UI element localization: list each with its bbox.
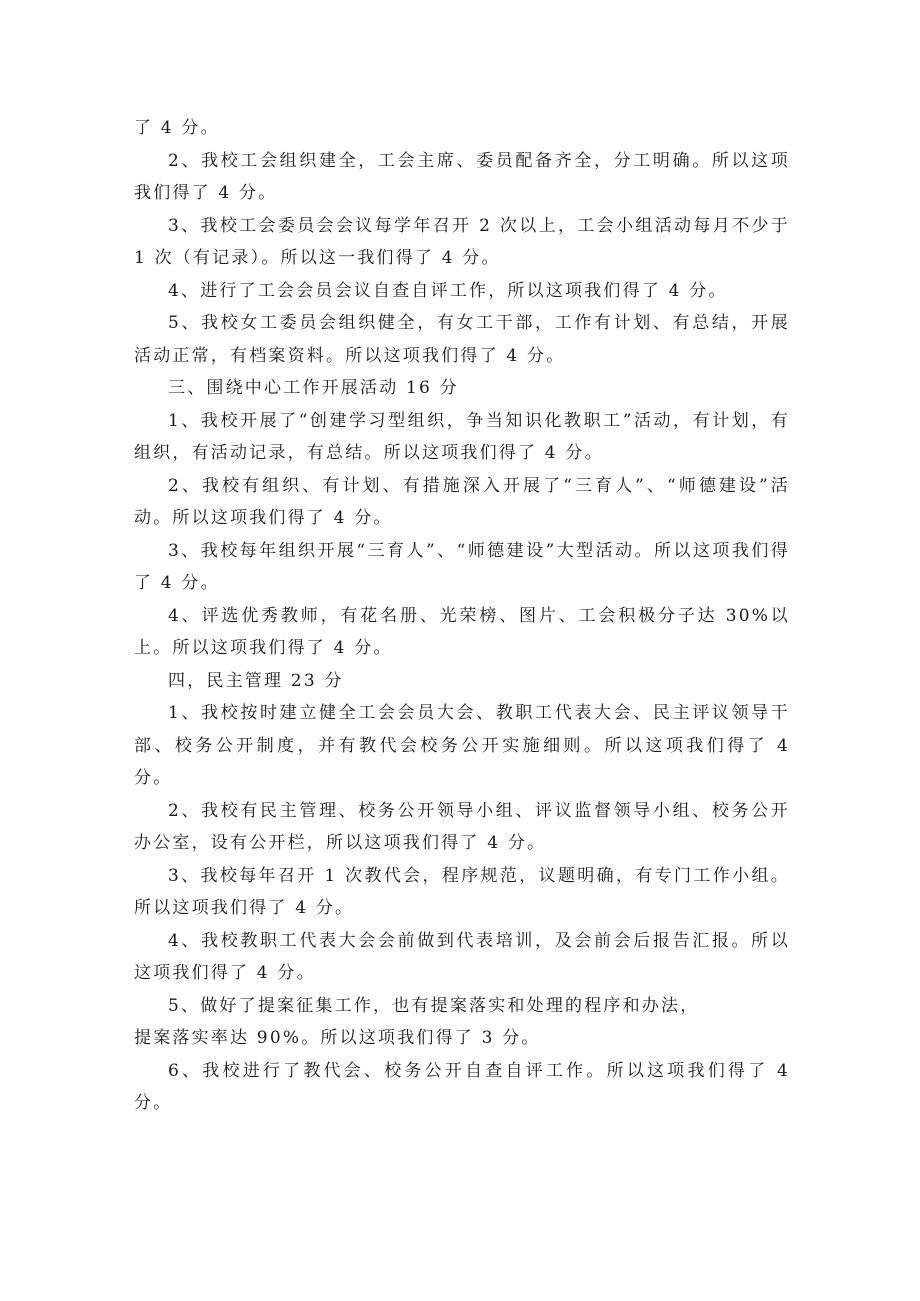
paragraph: 6、我校进行了教代会、校务公开自查自评工作。所以这项我们得了 4 分。 — [134, 1060, 790, 1113]
paragraph: 2、我校有组织、有计划、有措施深入开展了“三育人”、“师德建设”活动。所以这项我们得了 4 分。 — [134, 475, 790, 528]
paragraph: 4、进行了工会会员会议自查自评工作，所以这项我们得了 4 分。 — [168, 280, 728, 301]
paragraph: 5、我校女工委员会组织健全，有女工干部，工作有计划、有总结，开展活动正常，有档案资料。所以这项我们得了 4 分。 — [134, 313, 790, 366]
document-body — [134, 112, 790, 1120]
section-heading: 四，民主管理 23 分 — [168, 670, 344, 691]
paragraph: 提案落实率达 90%。所以这项我们得了 3 分。 — [134, 1028, 541, 1048]
section-heading: 三、围绕中心工作开展活动 16 分 — [168, 378, 459, 398]
paragraph: 1、我校按时建立健全工会会员大会、教职工代表大会、民主评议领导干部、校务公开制度，并有教代会校务公开实施细则。所以这项我们得了 4 分。 — [134, 703, 790, 788]
paragraph: 4、评选优秀教师，有花名册、光荣榜、图片、工会积极分子达 30%以上。所以这项我们得了 4 分。 — [134, 605, 790, 658]
paragraph: 1、我校开展了“创建学习型组织，争当知识化教职工”活动，有计划，有组织，有活动记录，有总结。所以这项我们得了 4 分。 — [134, 410, 790, 463]
paragraph: 4、我校教职工代表大会会前做到代表培训，及会前会后报告汇报。所以这项我们得了 4 分。 — [134, 930, 790, 983]
paragraph: 5、做好了提案征集工作，也有提案落实和处理的程序和办法， — [168, 995, 700, 1016]
paragraph: 2、我校有民主管理、校务公开领导小组、评议监督领导小组、校务公开办公室，设有公开栏，所以这项我们得了 4 分。 — [134, 800, 790, 853]
paragraph: 了 4 分。 — [134, 118, 220, 138]
paragraph: 3、我校工会委员会会议每学年召开 2 次以上，工会小组活动每月不少于 1 次（有记录）。所以这一我们得了 4 分。 — [134, 215, 790, 268]
paragraph: 2、我校工会组织建全，工会主席、委员配备齐全，分工明确。所以这项我们得了 4 分。 — [134, 150, 790, 203]
paragraph: 3、我校每年组织开展“三育人”、“师德建设”大型活动。所以这项我们得了 4 分。 — [134, 540, 790, 593]
paragraph: 3、我校每年召开 1 次教代会，程序规范，议题明确，有专门工作小组。所以这项我们得了 4 分。 — [134, 865, 790, 918]
